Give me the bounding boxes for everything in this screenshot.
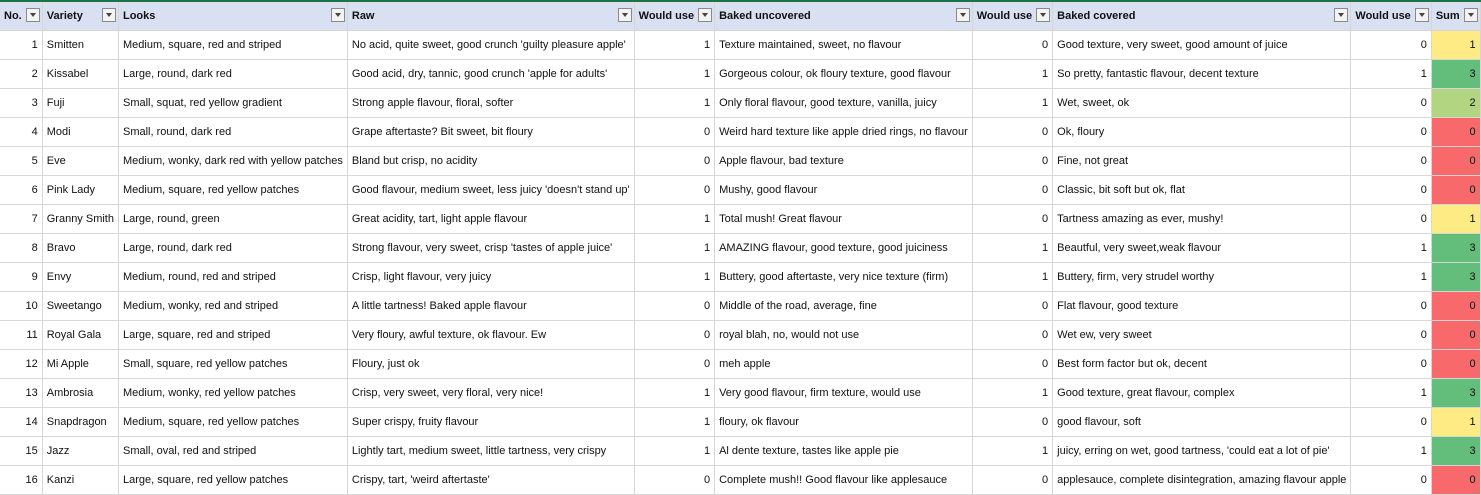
cell-baked-uncovered[interactable]: Total mush! Great flavour — [715, 205, 973, 234]
cell-no[interactable]: 4 — [0, 118, 42, 147]
cell-baked-covered[interactable]: So pretty, fantastic flavour, decent texture — [1053, 60, 1351, 89]
cell-no[interactable]: 10 — [0, 292, 42, 321]
cell-raw[interactable]: Great acidity, tart, light apple flavour — [347, 205, 634, 234]
column-header-label: Looks — [122, 10, 156, 22]
table-row — [0, 176, 1480, 205]
cell-would-use-raw[interactable]: 1 — [634, 89, 714, 118]
cell-sum[interactable]: 3 — [1431, 379, 1480, 408]
cell-no[interactable]: 5 — [0, 147, 42, 176]
cell-baked-uncovered[interactable]: Complete mush!! Good flavour like applesauce — [715, 466, 973, 495]
cell-no[interactable]: 3 — [0, 89, 42, 118]
cell-variety[interactable]: Envy — [42, 263, 118, 292]
cell-would-use-uncovered[interactable]: 0 — [972, 31, 1052, 60]
cell-would-use-raw[interactable]: 0 — [634, 292, 714, 321]
cell-baked-uncovered[interactable]: AMAZING flavour, good texture, good juiciness — [715, 234, 973, 263]
cell-baked-uncovered[interactable]: royal blah, no, would not use — [715, 321, 973, 350]
cell-would-use-covered[interactable]: 1 — [1351, 60, 1431, 89]
filter-dropdown-icon[interactable] — [618, 8, 632, 22]
column-header-label: No. — [4, 10, 22, 22]
cell-raw[interactable]: Super crispy, fruity flavour — [347, 408, 634, 437]
cell-looks[interactable]: Small, squat, red yellow gradient — [118, 89, 347, 118]
cell-would-use-uncovered[interactable]: 1 — [972, 379, 1052, 408]
cell-would-use-uncovered[interactable]: 0 — [972, 176, 1052, 205]
cell-would-use-raw[interactable]: 0 — [634, 147, 714, 176]
cell-would-use-raw[interactable]: 1 — [634, 263, 714, 292]
column-header-label: Raw — [351, 10, 375, 22]
cell-baked-uncovered[interactable]: Apple flavour, bad texture — [715, 147, 973, 176]
cell-would-use-covered[interactable]: 1 — [1351, 263, 1431, 292]
cell-looks[interactable]: Large, square, red yellow patches — [118, 466, 347, 495]
cell-raw[interactable]: Crisp, very sweet, very floral, very nice! — [347, 379, 634, 408]
cell-would-use-uncovered[interactable]: 0 — [972, 466, 1052, 495]
cell-would-use-raw[interactable]: 1 — [634, 234, 714, 263]
cell-variety[interactable]: Jazz — [42, 437, 118, 466]
cell-baked-covered[interactable]: applesauce, complete disintegration, amazing flavour apple — [1053, 466, 1351, 495]
cell-raw[interactable]: Very floury, awful texture, ok flavour. Ew — [347, 321, 634, 350]
column-header-looks[interactable] — [118, 1, 347, 31]
cell-sum[interactable]: 3 — [1431, 234, 1480, 263]
cell-sum[interactable]: 0 — [1431, 350, 1480, 379]
cell-would-use-raw[interactable]: 1 — [634, 408, 714, 437]
filter-dropdown-icon[interactable] — [26, 8, 40, 22]
cell-would-use-raw[interactable]: 0 — [634, 466, 714, 495]
cell-no[interactable]: 6 — [0, 176, 42, 205]
cell-sum[interactable]: 0 — [1431, 321, 1480, 350]
cell-no[interactable]: 8 — [0, 234, 42, 263]
column-header-would-use-covered[interactable] — [1351, 1, 1431, 31]
cell-would-use-raw[interactable]: 0 — [634, 118, 714, 147]
cell-sum[interactable]: 0 — [1431, 118, 1480, 147]
column-header-baked-uncovered[interactable] — [715, 1, 973, 31]
cell-raw[interactable]: Crispy, tart, 'weird aftertaste' — [347, 466, 634, 495]
cell-baked-covered[interactable]: Buttery, firm, very strudel worthy — [1053, 263, 1351, 292]
filter-dropdown-icon[interactable] — [331, 8, 345, 22]
cell-baked-covered[interactable]: good flavour, soft — [1053, 408, 1351, 437]
cell-raw[interactable]: Strong flavour, very sweet, crisp 'tastes of apple juice' — [347, 234, 634, 263]
cell-baked-uncovered[interactable]: floury, ok flavour — [715, 408, 973, 437]
cell-baked-covered[interactable]: Wet, sweet, ok — [1053, 89, 1351, 118]
cell-sum[interactable]: 3 — [1431, 437, 1480, 466]
cell-raw[interactable]: Good acid, dry, tannic, good crunch 'apple for adults' — [347, 60, 634, 89]
cell-raw[interactable]: Floury, just ok — [347, 350, 634, 379]
cell-raw[interactable]: Lightly tart, medium sweet, little tartness, very crispy — [347, 437, 634, 466]
cell-would-use-covered[interactable]: 0 — [1351, 118, 1431, 147]
table-row — [0, 205, 1480, 234]
cell-would-use-uncovered[interactable]: 0 — [972, 408, 1052, 437]
column-header-label: Would use — [976, 10, 1033, 22]
cell-would-use-raw[interactable]: 1 — [634, 437, 714, 466]
cell-would-use-covered[interactable]: 0 — [1351, 350, 1431, 379]
cell-raw[interactable]: Grape aftertaste? Bit sweet, bit floury — [347, 118, 634, 147]
cell-would-use-raw[interactable]: 1 — [634, 31, 714, 60]
table-row — [0, 234, 1480, 263]
cell-would-use-covered[interactable]: 1 — [1351, 437, 1431, 466]
cell-raw[interactable]: No acid, quite sweet, good crunch 'guilty pleasure apple' — [347, 31, 634, 60]
cell-no[interactable]: 12 — [0, 350, 42, 379]
cell-sum[interactable]: 2 — [1431, 89, 1480, 118]
cell-looks[interactable]: Large, square, red and striped — [118, 321, 347, 350]
cell-baked-covered[interactable]: Best form factor but ok, decent — [1053, 350, 1351, 379]
cell-would-use-uncovered[interactable]: 0 — [972, 147, 1052, 176]
cell-would-use-covered[interactable]: 1 — [1351, 379, 1431, 408]
cell-variety[interactable]: Ambrosia — [42, 379, 118, 408]
cell-would-use-raw[interactable]: 0 — [634, 176, 714, 205]
cell-baked-covered[interactable]: Good texture, very sweet, good amount of juice — [1053, 31, 1351, 60]
filter-dropdown-icon[interactable] — [1464, 8, 1478, 22]
column-header-raw[interactable] — [347, 1, 634, 31]
cell-variety[interactable]: Granny Smith — [42, 205, 118, 234]
cell-would-use-raw[interactable]: 1 — [634, 205, 714, 234]
table-row — [0, 118, 1480, 147]
column-header-no[interactable] — [0, 1, 42, 31]
cell-baked-covered[interactable]: Fine, not great — [1053, 147, 1351, 176]
cell-variety[interactable]: Kissabel — [42, 60, 118, 89]
cell-no[interactable]: 7 — [0, 205, 42, 234]
table-row — [0, 466, 1480, 495]
cell-looks[interactable]: Small, round, dark red — [118, 118, 347, 147]
filter-dropdown-icon[interactable] — [102, 8, 116, 22]
column-header-label: Would use — [638, 10, 695, 22]
table-row — [0, 263, 1480, 292]
cell-sum[interactable]: 1 — [1431, 205, 1480, 234]
cell-variety[interactable]: Fuji — [42, 89, 118, 118]
cell-would-use-covered[interactable]: 0 — [1351, 321, 1431, 350]
cell-looks[interactable]: Large, round, dark red — [118, 60, 347, 89]
header-row — [0, 1, 1480, 31]
cell-would-use-covered[interactable]: 0 — [1351, 205, 1431, 234]
cell-baked-uncovered[interactable]: Al dente texture, tastes like apple pie — [715, 437, 973, 466]
cell-no[interactable]: 2 — [0, 60, 42, 89]
table-row — [0, 321, 1480, 350]
cell-variety[interactable]: Mi Apple — [42, 350, 118, 379]
cell-baked-covered[interactable]: Tartness amazing as ever, mushy! — [1053, 205, 1351, 234]
cell-looks[interactable]: Large, round, dark red — [118, 234, 347, 263]
cell-would-use-raw[interactable]: 1 — [634, 379, 714, 408]
cell-would-use-covered[interactable]: 0 — [1351, 176, 1431, 205]
cell-no[interactable]: 14 — [0, 408, 42, 437]
cell-variety[interactable]: Kanzi — [42, 466, 118, 495]
cell-raw[interactable]: Bland but crisp, no acidity — [347, 147, 634, 176]
column-header-label: Would use — [1355, 10, 1411, 22]
cell-baked-covered[interactable]: juicy, erring on wet, good tartness, 'could eat a lot of pie' — [1053, 437, 1351, 466]
cell-would-use-uncovered[interactable]: 1 — [972, 437, 1052, 466]
column-header-would-use-raw[interactable] — [634, 1, 714, 31]
cell-sum[interactable]: 0 — [1431, 466, 1480, 495]
table-row — [0, 89, 1480, 118]
cell-looks[interactable]: Medium, wonky, red yellow patches — [118, 379, 347, 408]
cell-no[interactable]: 1 — [0, 31, 42, 60]
cell-baked-covered[interactable]: Ok, floury — [1053, 118, 1351, 147]
cell-would-use-uncovered[interactable]: 0 — [972, 350, 1052, 379]
cell-variety[interactable]: Modi — [42, 118, 118, 147]
cell-baked-uncovered[interactable]: Only floral flavour, good texture, vanilla, juicy — [715, 89, 973, 118]
cell-variety[interactable]: Smitten — [42, 31, 118, 60]
cell-would-use-covered[interactable]: 0 — [1351, 89, 1431, 118]
column-header-label: Sum — [1435, 10, 1460, 22]
cell-looks[interactable]: Medium, round, red and striped — [118, 263, 347, 292]
cell-would-use-uncovered[interactable]: 0 — [972, 118, 1052, 147]
cell-baked-uncovered[interactable]: Texture maintained, sweet, no flavour — [715, 31, 973, 60]
cell-baked-covered[interactable]: Wet ew, very sweet — [1053, 321, 1351, 350]
cell-looks[interactable]: Small, square, red yellow patches — [118, 350, 347, 379]
cell-raw[interactable]: Crisp, light flavour, very juicy — [347, 263, 634, 292]
cell-would-use-covered[interactable]: 1 — [1351, 234, 1431, 263]
cell-baked-covered[interactable]: Good texture, great flavour, complex — [1053, 379, 1351, 408]
cell-variety[interactable]: Royal Gala — [42, 321, 118, 350]
cell-no[interactable]: 15 — [0, 437, 42, 466]
filter-dropdown-icon[interactable] — [1415, 8, 1429, 22]
table-row — [0, 60, 1480, 89]
cell-would-use-uncovered[interactable]: 0 — [972, 321, 1052, 350]
table-row — [0, 147, 1480, 176]
cell-would-use-raw[interactable]: 0 — [634, 321, 714, 350]
cell-would-use-raw[interactable]: 1 — [634, 60, 714, 89]
cell-raw[interactable]: Strong apple flavour, floral, softer — [347, 89, 634, 118]
column-header-variety[interactable] — [42, 1, 118, 31]
cell-would-use-covered[interactable]: 0 — [1351, 292, 1431, 321]
cell-sum[interactable]: 3 — [1431, 60, 1480, 89]
cell-looks[interactable]: Medium, square, red yellow patches — [118, 408, 347, 437]
cell-no[interactable]: 16 — [0, 466, 42, 495]
filter-dropdown-icon[interactable] — [1334, 8, 1348, 22]
cell-sum[interactable]: 0 — [1431, 147, 1480, 176]
cell-looks[interactable]: Small, oval, red and striped — [118, 437, 347, 466]
table-row — [0, 408, 1480, 437]
cell-baked-uncovered[interactable]: Buttery, good aftertaste, very nice texture (firm) — [715, 263, 973, 292]
cell-would-use-covered[interactable]: 0 — [1351, 31, 1431, 60]
cell-sum[interactable]: 1 — [1431, 31, 1480, 60]
table-row — [0, 31, 1480, 60]
cell-variety[interactable]: Bravo — [42, 234, 118, 263]
column-header-label: Baked covered — [1057, 10, 1136, 22]
column-header-baked-covered[interactable] — [1053, 1, 1351, 31]
cell-sum[interactable]: 3 — [1431, 263, 1480, 292]
cell-would-use-uncovered[interactable]: 1 — [972, 263, 1052, 292]
cell-would-use-covered[interactable]: 0 — [1351, 147, 1431, 176]
cell-variety[interactable]: Sweetango — [42, 292, 118, 321]
table-row — [0, 292, 1480, 321]
cell-baked-uncovered[interactable]: Very good flavour, firm texture, would use — [715, 379, 973, 408]
cell-looks[interactable]: Medium, wonky, red and striped — [118, 292, 347, 321]
cell-raw[interactable]: A little tartness! Baked apple flavour — [347, 292, 634, 321]
cell-looks[interactable]: Medium, square, red yellow patches — [118, 176, 347, 205]
cell-baked-covered[interactable]: Beautful, very sweet,weak flavour — [1053, 234, 1351, 263]
cell-baked-uncovered[interactable]: Middle of the road, average, fine — [715, 292, 973, 321]
cell-would-use-covered[interactable]: 0 — [1351, 408, 1431, 437]
table-body — [0, 31, 1480, 495]
cell-baked-uncovered[interactable]: Weird hard texture like apple dried rings, no flavour — [715, 118, 973, 147]
cell-baked-uncovered[interactable]: Gorgeous colour, ok floury texture, good flavour — [715, 60, 973, 89]
cell-would-use-uncovered[interactable]: 0 — [972, 292, 1052, 321]
cell-baked-covered[interactable]: Flat flavour, good texture — [1053, 292, 1351, 321]
cell-looks[interactable]: Medium, wonky, dark red with yellow patches — [118, 147, 347, 176]
cell-would-use-raw[interactable]: 0 — [634, 350, 714, 379]
cell-no[interactable]: 9 — [0, 263, 42, 292]
column-header-sum[interactable] — [1431, 1, 1480, 31]
cell-variety[interactable]: Pink Lady — [42, 176, 118, 205]
cell-baked-uncovered[interactable]: meh apple — [715, 350, 973, 379]
cell-sum[interactable]: 1 — [1431, 408, 1480, 437]
filter-dropdown-icon[interactable] — [698, 8, 712, 22]
cell-looks[interactable]: Large, round, green — [118, 205, 347, 234]
cell-looks[interactable]: Medium, square, red and striped — [118, 31, 347, 60]
cell-no[interactable]: 13 — [0, 379, 42, 408]
cell-no[interactable]: 11 — [0, 321, 42, 350]
cell-sum[interactable]: 0 — [1431, 292, 1480, 321]
cell-would-use-uncovered[interactable]: 1 — [972, 60, 1052, 89]
cell-raw[interactable]: Good flavour, medium sweet, less juicy 'doesn't stand up' — [347, 176, 634, 205]
filter-dropdown-icon[interactable] — [1036, 8, 1050, 22]
filter-dropdown-icon[interactable] — [956, 8, 970, 22]
table-row — [0, 350, 1480, 379]
cell-would-use-covered[interactable]: 0 — [1351, 466, 1431, 495]
table-row — [0, 379, 1480, 408]
column-header-label: Baked uncovered — [719, 10, 811, 22]
cell-would-use-uncovered[interactable]: 0 — [972, 205, 1052, 234]
cell-would-use-uncovered[interactable]: 1 — [972, 89, 1052, 118]
cell-baked-uncovered[interactable]: Mushy, good flavour — [715, 176, 973, 205]
cell-variety[interactable]: Snapdragon — [42, 408, 118, 437]
column-header-would-use-uncovered[interactable] — [972, 1, 1052, 31]
cell-variety[interactable]: Eve — [42, 147, 118, 176]
table-row — [0, 437, 1480, 466]
cell-would-use-uncovered[interactable]: 1 — [972, 234, 1052, 263]
column-header-label: Variety — [46, 10, 83, 22]
cell-baked-covered[interactable]: Classic, bit soft but ok, flat — [1053, 176, 1351, 205]
cell-sum[interactable]: 0 — [1431, 176, 1480, 205]
